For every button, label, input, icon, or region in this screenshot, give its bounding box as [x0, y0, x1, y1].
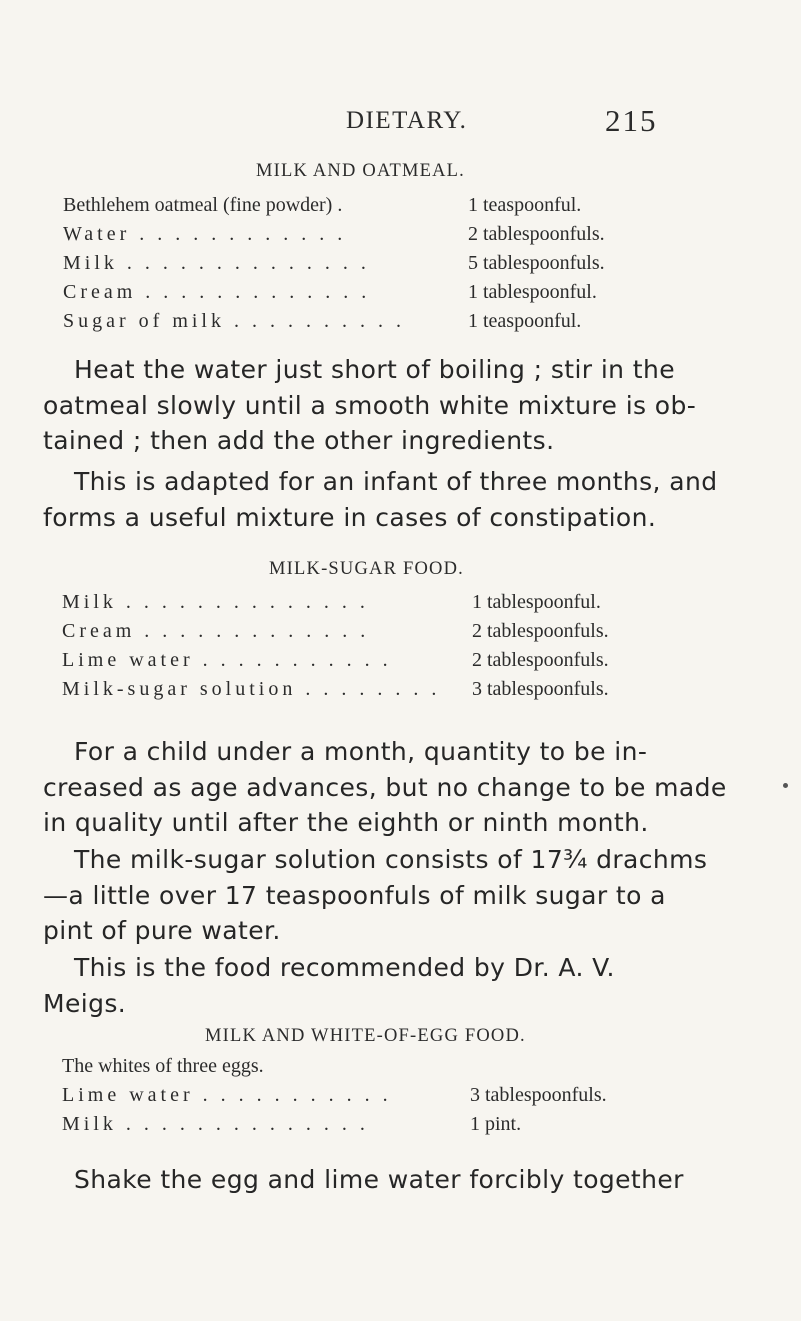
ingredient-row — [0, 310, 801, 339]
instruction-paragraph — [43, 352, 713, 459]
text-line: forms a useful mixture in cases of constipation. — [43, 502, 657, 532]
ingredient-name: Milk . . . . . . . . . . . . . . — [62, 591, 369, 613]
ingredient-name: Sugar of milk . . . . . . . . . . — [63, 310, 405, 332]
text-line: The milk-sugar solution consists of 17¾ drachms — [74, 845, 708, 874]
ingredient-quantity: 2 tablespoonfuls. — [472, 620, 609, 642]
note-paragraph — [43, 842, 713, 949]
ingredient-table — [0, 194, 801, 339]
ingredient-quantity: 3 tablespoonfuls. — [470, 1084, 607, 1106]
ingredient-name: Milk-sugar solution . . . . . . . . — [62, 678, 441, 700]
text-line: in quality until after the eighth or ninth month. — [43, 808, 649, 837]
ingredient-row — [0, 194, 801, 223]
ingredient-row — [0, 591, 801, 620]
text-line: pint of pure water. — [43, 916, 281, 945]
ingredient-quantity: 1 pint. — [470, 1113, 522, 1135]
ingredient-row — [0, 223, 801, 252]
ingredient-name: Milk . . . . . . . . . . . . . . — [63, 252, 370, 274]
text-line: This is the food recommended by Dr. A. V. — [74, 953, 615, 982]
ingredient-row — [0, 620, 801, 649]
ingredient-name: Cream . . . . . . . . . . . . . — [62, 620, 370, 642]
text-line: tained ; then add the other ingredients. — [43, 426, 555, 455]
margin-mark — [783, 783, 788, 788]
ingredient-name: Bethlehem oatmeal (fine powder) . — [63, 194, 343, 216]
page-number: 215 — [605, 103, 658, 138]
ingredient-row — [0, 649, 801, 678]
recipe-title: MILK-SUGAR FOOD. — [269, 559, 464, 579]
running-head — [0, 103, 801, 147]
ingredient-name: Milk . . . . . . . . . . . . . . — [62, 1113, 369, 1135]
ingredient-quantity: 1 tablespoonful. — [468, 281, 597, 303]
note-paragraph — [43, 950, 713, 1021]
note-paragraph — [43, 734, 727, 841]
ingredient-name: Lime water . . . . . . . . . . . — [62, 1084, 392, 1106]
ingredient-table — [0, 1055, 801, 1142]
ingredient-quantity: 1 tablespoonful. — [472, 591, 601, 613]
ingredient-preamble — [0, 1055, 801, 1084]
ingredient-name: Cream . . . . . . . . . . . . . — [63, 281, 371, 303]
text-line: This is adapted for an infant of three months, and — [74, 467, 718, 496]
ingredient-name: The whites of three eggs. — [62, 1055, 264, 1077]
ingredient-quantity: 3 tablespoonfuls. — [472, 678, 609, 700]
ingredient-quantity: 2 tablespoonfuls. — [472, 649, 609, 671]
ingredient-row — [0, 281, 801, 310]
ingredient-quantity: 5 tablespoonfuls. — [468, 252, 605, 274]
ingredient-quantity: 1 teaspoonful. — [468, 194, 582, 216]
text-line: oatmeal slowly until a smooth white mixture is ob- — [43, 390, 697, 420]
ingredient-name: Water . . . . . . . . . . . . — [63, 223, 347, 245]
running-title: DIETARY. — [346, 107, 468, 134]
recipe-title: MILK AND OATMEAL. — [256, 161, 465, 181]
text-line: —a little over 17 teaspoonfuls of milk sugar to a — [43, 880, 666, 910]
ingredient-quantity: 2 tablespoonfuls. — [468, 223, 605, 245]
ingredient-row — [0, 252, 801, 281]
ingredient-quantity: 1 teaspoonful. — [468, 310, 582, 332]
note-paragraph — [43, 464, 718, 535]
text-line: Meigs. — [43, 988, 127, 1018]
ingredient-row — [0, 1084, 801, 1113]
text-line: creased as age advances, but no change to be made — [43, 772, 727, 802]
ingredient-row — [0, 1113, 801, 1142]
text-line: Heat the water just short of boiling ; stir in the — [74, 355, 675, 384]
ingredient-row — [0, 678, 801, 707]
ingredient-name: Lime water . . . . . . . . . . . — [62, 649, 392, 671]
text-line: Shake the egg and lime water forcibly together — [74, 1165, 684, 1194]
instruction-paragraph — [43, 1162, 713, 1198]
text-line: For a child under a month, quantity to be in- — [74, 737, 648, 766]
ingredient-table — [0, 591, 801, 707]
recipe-title: MILK AND WHITE-OF-EGG FOOD. — [205, 1026, 526, 1046]
